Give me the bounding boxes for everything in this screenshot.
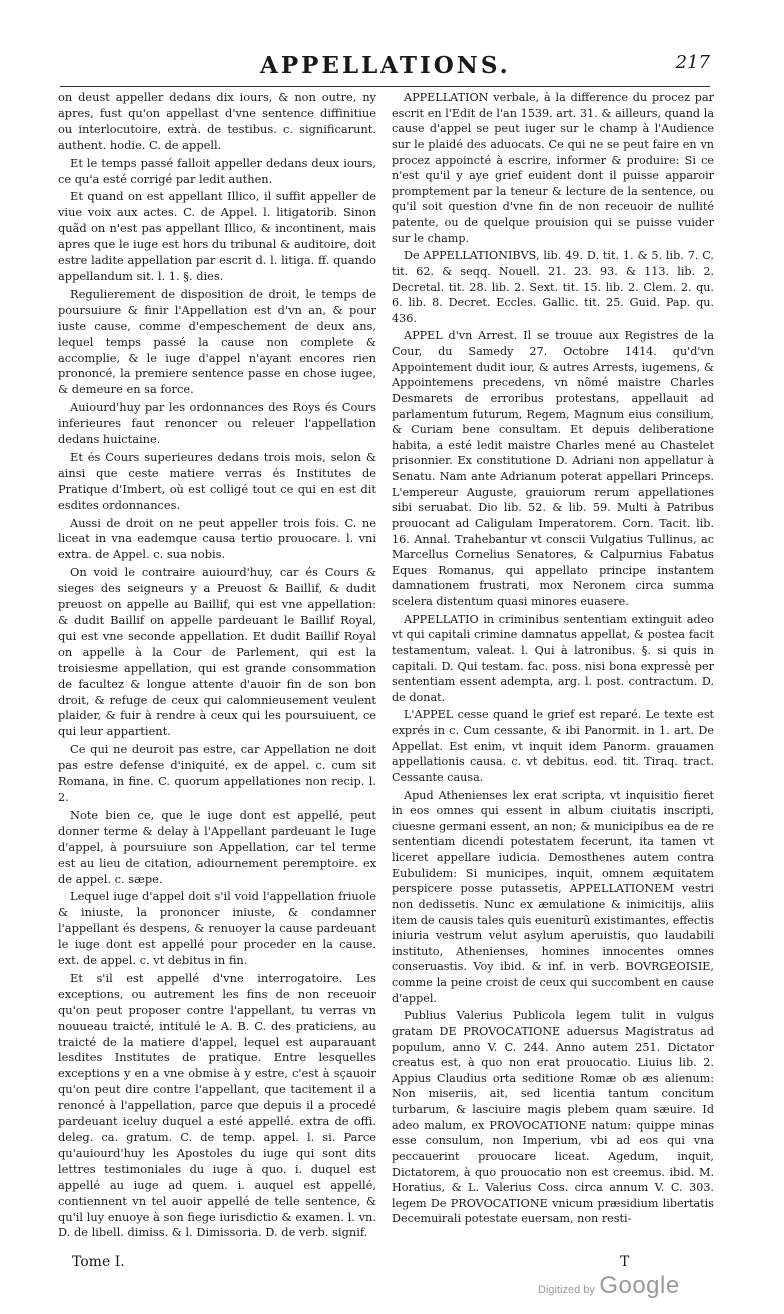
paragraph: Auiourd'huy par les ordonnances des Roys és Cours inferieures faut renoncer ou releuer l'appellation dedans huictaine. [58, 400, 376, 447]
paragraph: APPELLATIO in criminibus sententiam extinguit adeo vt qui capitali crimine damnatus appellat, & postea facit testamentum, valeat. l. Qui à latronibus. §. si quis in capitali. D. Qui testam. fac. poss. nisi bona expressè per sententiam essent adempta, arg. l. post. contractum. D. de donat. [392, 612, 714, 704]
paragraph: L'APPEL cesse quand le grief est reparé. Le texte est exprés in c. Cum cessante, & ibi Panormit. in 1. art. De Appellat. Est enim, vt inquit idem Panorm. grauamen appellationis causa. c. vt debitus. eod. tit. Tiraq. tract. Cessante causa. [392, 708, 714, 784]
paragraph: Regulierement de disposition de droit, le temps de poursuiure & finir l'Appellation est d'vn an, & pour iuste cause, comme d'empeschement de deux ans, lequel temps passé la cause non complete & accomplie, & le iuge d'appel n'ayant encores rien prononcé, la premiere sentence passe en chose iugee, & demeure en sa force. [58, 286, 376, 397]
paragraph: Et le temps passé falloit appeller dedans deux iours, ce qu'a esté corrigé par ledit authen. [58, 155, 376, 186]
paragraph: Ce qui ne deuroit pas estre, car Appellation ne doit pas estre defense d'iniquité, ex de appel. c. cum sit Romana, in fine. C. quorum appellationes non recip. l. 2. [58, 742, 376, 804]
page-footer [60, 1254, 700, 1274]
digitization-watermark [538, 1272, 680, 1300]
volume-label: Tome I. [72, 1254, 125, 1270]
watermark-prefix: Digitized by [538, 1284, 595, 1296]
left-column [58, 90, 376, 1243]
watermark-brand: Google [599, 1272, 680, 1299]
header-rule [60, 86, 710, 87]
page-header [60, 48, 710, 84]
paragraph: Aussi de droit on ne peut appeller trois fois. C. ne liceat in vna eademque causa tertio prouocare. l. vni extra. de Appel. c. sua nobis. [58, 515, 376, 562]
page-number: 217 [675, 52, 710, 73]
paragraph: Et és Cours superieures dedans trois mois, selon & ainsi que ceste matiere verras és Institutes de Pratique d'Imbert, où est colligé tout ce qui en est dit esdites ordonnances. [58, 449, 376, 512]
paragraph: De APPELLATIONIBVS, lib. 49. D. tit. 1. & 5. lib. 7. C. tit. 62. & seqq. Nouell. 21. 23. 93. & 113. lib. 2. Decretal. tit. 28. lib. 2. Sext. tit. 15. lib. 2. Clem. 2. qu. 6. lib. 8. Decret. Eccles. Gallic. tit. 25. Guid. Pap. qu. 436. [392, 249, 714, 325]
paragraph: Note bien ce, que le iuge dont est appellé, peut donner terme & delay à l'Appellant pardeuant le Iuge d'appel, à poursuiure son Appellation, car tel terme est au lieu de citation, adiournement peremptoire. ex de appel. c. sæpe. [58, 807, 376, 886]
paragraph: Et s'il est appellé d'vne interrogatoire. Les exceptions, ou autrement les fins de non receuoir qu'on peut proposer contre l'appellant, tu verras vn nouueau traicté, intitulé le A. B. C. des praticiens, au traicté de la matiere d'appel, lequel est auparauant lesdites Institutes de pratique. Entre lesquelles exceptions y en a vne obmise à y estre, c'est à sçauoir qu'on peut dire contre l'appellant, que tacitement il a renoncé à l'appellation, parce que depuis il a procedé pardeuant iceluy duquel a esté appellé. extra de offi. deleg. ca. gratum. C. de temp. appel. l. si. Parce qu'auiourd'huy les Apostoles du iuge qui sont dits lettres testimoniales du iuge à quo. i. duquel est appellé au iuge ad quem. i. auquel est appellé, contiennent vn tel auoir appellé de telle sentence, & qu'il luy enuoye à son fiege iurisdictio & examen. l. vn. D. de libell. dimiss. & l. Dimissoria. D. de verb. signif. [58, 970, 376, 1240]
paragraph: APPELLATION verbale, à la difference du procez par escrit en l'Edit de l'an 1539. art. 31. & ailleurs, quand la cause d'appel se peut iuger sur le champ à l'Audience sur le plaidé des aduocats. Ce qui ne se peut faire en vn procez appoincté à escrire, informer & produire: Si ce n'est qu'il y aye grief euident dont il puisse apparoir promptement par la teneur & lecture de la sentence, ou qu'il soit question d'vne fin de non receuoir de nullité patente, ou de quelque prouision qui se puisse vuider sur le champ. [392, 91, 714, 245]
right-column [392, 90, 714, 1229]
running-title: APPELLATIONS. [260, 52, 511, 79]
paragraph: Apud Athenienses lex erat scripta, vt inquisitio fieret in eos omnes qui essent in album ciuitatis inscripti, ciuesne germani essent, an non; & municipibus ea de re sententiam dicendi potestatem fecerunt, ita tamen vt liceret appellare iudicia. Demosthenes autem contra Eubulidem: Si municipes, inquit, omnem æquitatem perspicere posse putassetis, APPELLATIONEM vestri non dedissetis. Nunc ex æmulatione & inimicitijs, aliis item de causis tales quis eueniturũ existimantes, effectis iniuria vestrum velut asylum aperuistis, quo laudabili instituto, Athenienses, homines innocentes omnes conseruastis. Voy ibid. & inf. in verb. BOVRGEOISIE, comme la peine croist de ceux qui succombent en cause d'appel. [392, 788, 714, 1005]
paragraph: Publius Valerius Publicola legem tulit in vulgus gratam DE PROVOCATIONE aduersus Magistratus ad populum, anno V. C. 244. Anno autem 251. Dictator creatus est, à quo non erat prouocatio. Liuius lib. 2. Appius Claudius orta seditione Romæ ob æs alienum: Non miseriis, ait, sed licentia tantum concitum turbarum, & lasciuire magis plebem quam sæuire. Id adeo malum, ex PROVOCATIONE natum: quippe minas esse consulum, non Imperium, vbi ad eos qui vna peccauerint prouocare liceat. Agedum, inquit, Dictatorem, à quo prouocatio non est creemus. ibid. M. Horatius, & L. Valerius Coss. circa annum V. C. 303. legem De PROVOCATIONE vnicum præsidium libertatis Decemuirali potestate euersam, non resti- [392, 1009, 714, 1226]
paragraph: on deust appeller dedans dix iours, & non outre, ny apres, fust qu'on appellast d'vne sentence diffinitiue ou interlocutoire, extrà. de testibus. c. significarunt. authent. hodie. C. de appell. [58, 90, 376, 152]
paragraph: Lequel iuge d'appel doit s'il void l'appellation friuole & iniuste, la prononcer iniuste, & condamner l'appellant és despens, & renuoyer la cause pardeuant le iuge dont est appellé pour proceder en la cause. ext. de appel. c. vt debitus in fin. [58, 889, 376, 968]
paragraph: APPEL d'vn Arrest. Il se trouue aux Registres de la Cour, du Samedy 27. Octobre 1414. qu'd'vn Appointement dudit iour, & autres Arrests, iugemens, & Appointemens precedens, vn nõmé maistre Charles Desmarets de erroribus protestans, appellauit ad parlamentum futurum, Regem, Magnum eius consilium, & Curiam bene consultam. Et depuis deliberatione habita, a esté ledit maistre Charles mené au Chastelet prisonnier. Ex constitutione D. Adriani non appellatur à Senatu. Nam ante Adrianum poterat appellari Princeps. L'empereur Auguste, grauiorum rerum appellationes sibi seruabat. Dio lib. 52. & lib. 59. Multi à Patribus prouocant ad Caligulam Imperatorem. Corn. Tacit. lib. 16. Annal. Trahebantur vt conscii Vulgatius Tullinus, ac Marcellus Cornelius Senatores, & Calpurnius Fabatus Eques Romanus, qui appellato principe instantem damnationem frustrati, mox Neronem circa summa scelera distentum quasi minores euasere. [392, 329, 714, 608]
paragraph: Et quand on est appellant Illico, il suffit appeller de viue voix aux actes. C. de Appel. l. litigatorib. Sinon quãd on n'est pas appellant Illico, & incontinent, mais apres que le iuge est hors du tribunal & auditoire, doit estre ladite appellation par escrit d. l. litiga. ff. quando appellandum sit. l. 1. §. dies. [58, 189, 376, 283]
signature-mark: T [620, 1254, 630, 1270]
paragraph: On void le contraire auiourd'huy, car és Cours & sieges des seigneurs y a Preuost & Baillif, & dudit preuost on appelle au Baillif, qui est vne appellation: & dudit Baillif on appelle pardeuant le Baillif Royal, qui est vne seconde appellation. Et dudit Baillif Royal on appelle à la Cour de Parlement, qui est la troisiesme appellation, qui est grande consommation de facultez & longue attente d'auoir fin de son bon droit, & refuge de ceux qui calomnieusement veulent plaider, & fuir à rendre à ceux qui les poursuiuent, ce qui leur appartient. [58, 565, 376, 739]
